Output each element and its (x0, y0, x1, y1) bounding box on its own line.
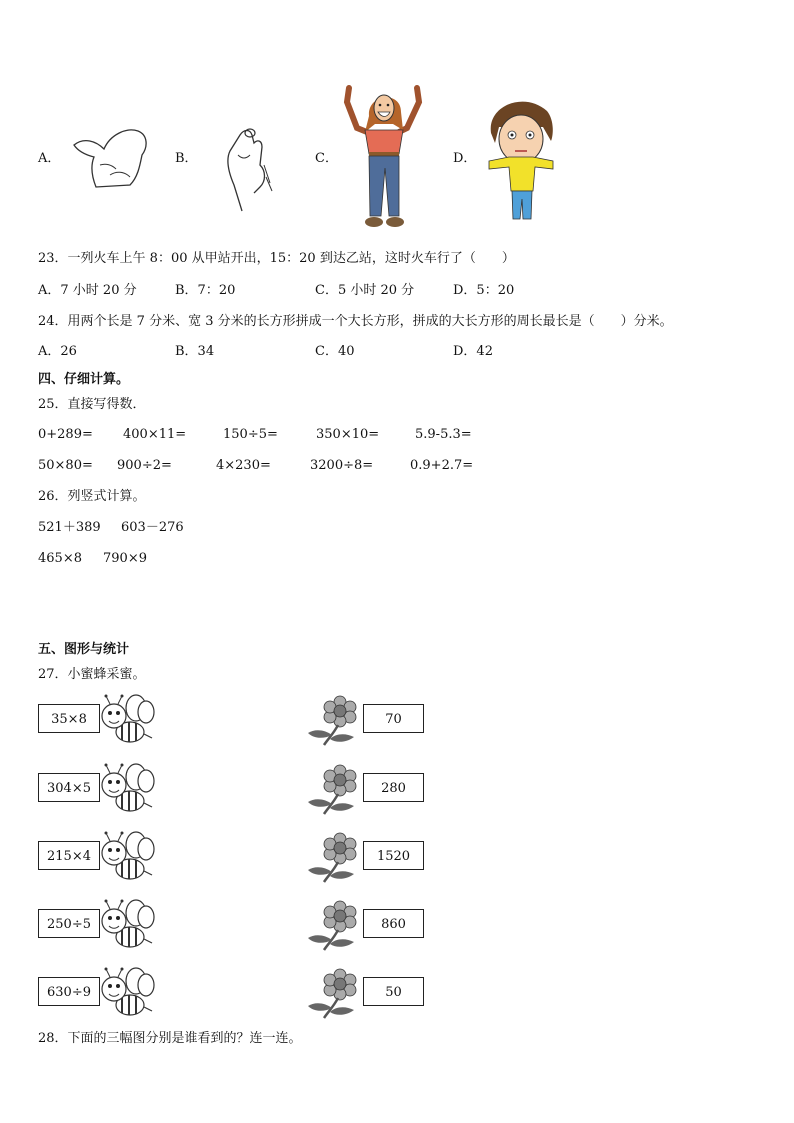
bee-expression-box[interactable]: 215×4 (38, 841, 100, 870)
bee-expression-box[interactable]: 304×5 (38, 773, 100, 802)
option-d-label: D． (453, 151, 477, 166)
section-5-title: 五、图形与统计 (38, 642, 130, 657)
q23-stem: 23．一列火车上午 8：00 从甲站开出，15：20 到达乙站，这时火车行了（ ） (38, 251, 515, 266)
q25-item: 150÷5= (223, 427, 278, 442)
bee-icon (100, 967, 158, 1019)
q25-item: 350×10= (316, 427, 380, 442)
q26-stem: 26．列竖式计算。 (38, 489, 146, 504)
flower-icon (306, 695, 358, 745)
q23-option-d[interactable]: D．5：20 (453, 283, 515, 298)
q23-option-b[interactable]: B．7：20 (175, 283, 236, 298)
flower-answer-box[interactable]: 280 (363, 773, 424, 802)
flower-icon (306, 832, 358, 882)
bee-expression-box[interactable]: 630÷9 (38, 977, 100, 1006)
bee-expression-box[interactable]: 35×8 (38, 704, 100, 733)
q23-option-c[interactable]: C．5 小时 20 分 (315, 283, 415, 298)
q24-option-a[interactable]: A．26 (38, 344, 77, 359)
q28-stem: 28．下面的三幅图分别是谁看到的？连一连。 (38, 1031, 302, 1046)
q24-option-b[interactable]: B．34 (175, 344, 215, 359)
flower-answer-box[interactable]: 1520 (363, 841, 424, 870)
q25-item: 5.9-5.3= (415, 427, 472, 442)
q23-option-a[interactable]: A．7 小时 20 分 (38, 283, 137, 298)
q25-item: 3200÷8= (310, 458, 374, 473)
q26-item: 603－276 (121, 520, 184, 535)
section-4-title: 四、仔细计算。 (38, 372, 130, 387)
flower-answer-box[interactable]: 70 (363, 704, 424, 733)
q25-item: 900÷2= (117, 458, 172, 473)
flower-icon (306, 968, 358, 1018)
q26-item: 465×8 (38, 551, 82, 566)
bee-expression-box[interactable]: 250÷5 (38, 909, 100, 938)
flower-answer-box[interactable]: 50 (363, 977, 424, 1006)
q25-stem: 25．直接写得数． (38, 397, 146, 412)
q25-item: 0.9+2.7= (410, 458, 474, 473)
q27-stem: 27．小蜜蜂采蜜。 (38, 667, 146, 682)
q24-option-d[interactable]: D．42 (453, 344, 493, 359)
option-b-label: B． (175, 151, 198, 166)
bee-icon (100, 763, 158, 815)
bee-icon (100, 899, 158, 951)
flower-answer-box[interactable]: 860 (363, 909, 424, 938)
q25-item: 50×80= (38, 458, 93, 473)
q26-item: 790×9 (103, 551, 147, 566)
boy-arms-out-icon (485, 97, 557, 221)
q25-item: 0+289= (38, 427, 93, 442)
option-c-label: C． (315, 151, 338, 166)
flower-icon (306, 900, 358, 950)
hand-gesture-icon (220, 125, 275, 213)
q24-option-c[interactable]: C．40 (315, 344, 355, 359)
q26-item: 521＋389 (38, 520, 101, 535)
flower-icon (306, 764, 358, 814)
hand-shadow-bird-icon (70, 125, 152, 191)
option-a-label: A． (38, 151, 61, 166)
bee-icon (100, 694, 158, 746)
q25-item: 4×230= (216, 458, 271, 473)
bee-icon (100, 831, 158, 883)
waving-woman-icon (337, 84, 432, 232)
q24-stem: 24．用两个长是 7 分米、宽 3 分米的长方形拼成一个大长方形，拼成的大长方形的周长最长是（ ）分米。 (38, 314, 673, 329)
q25-item: 400×11= (123, 427, 187, 442)
